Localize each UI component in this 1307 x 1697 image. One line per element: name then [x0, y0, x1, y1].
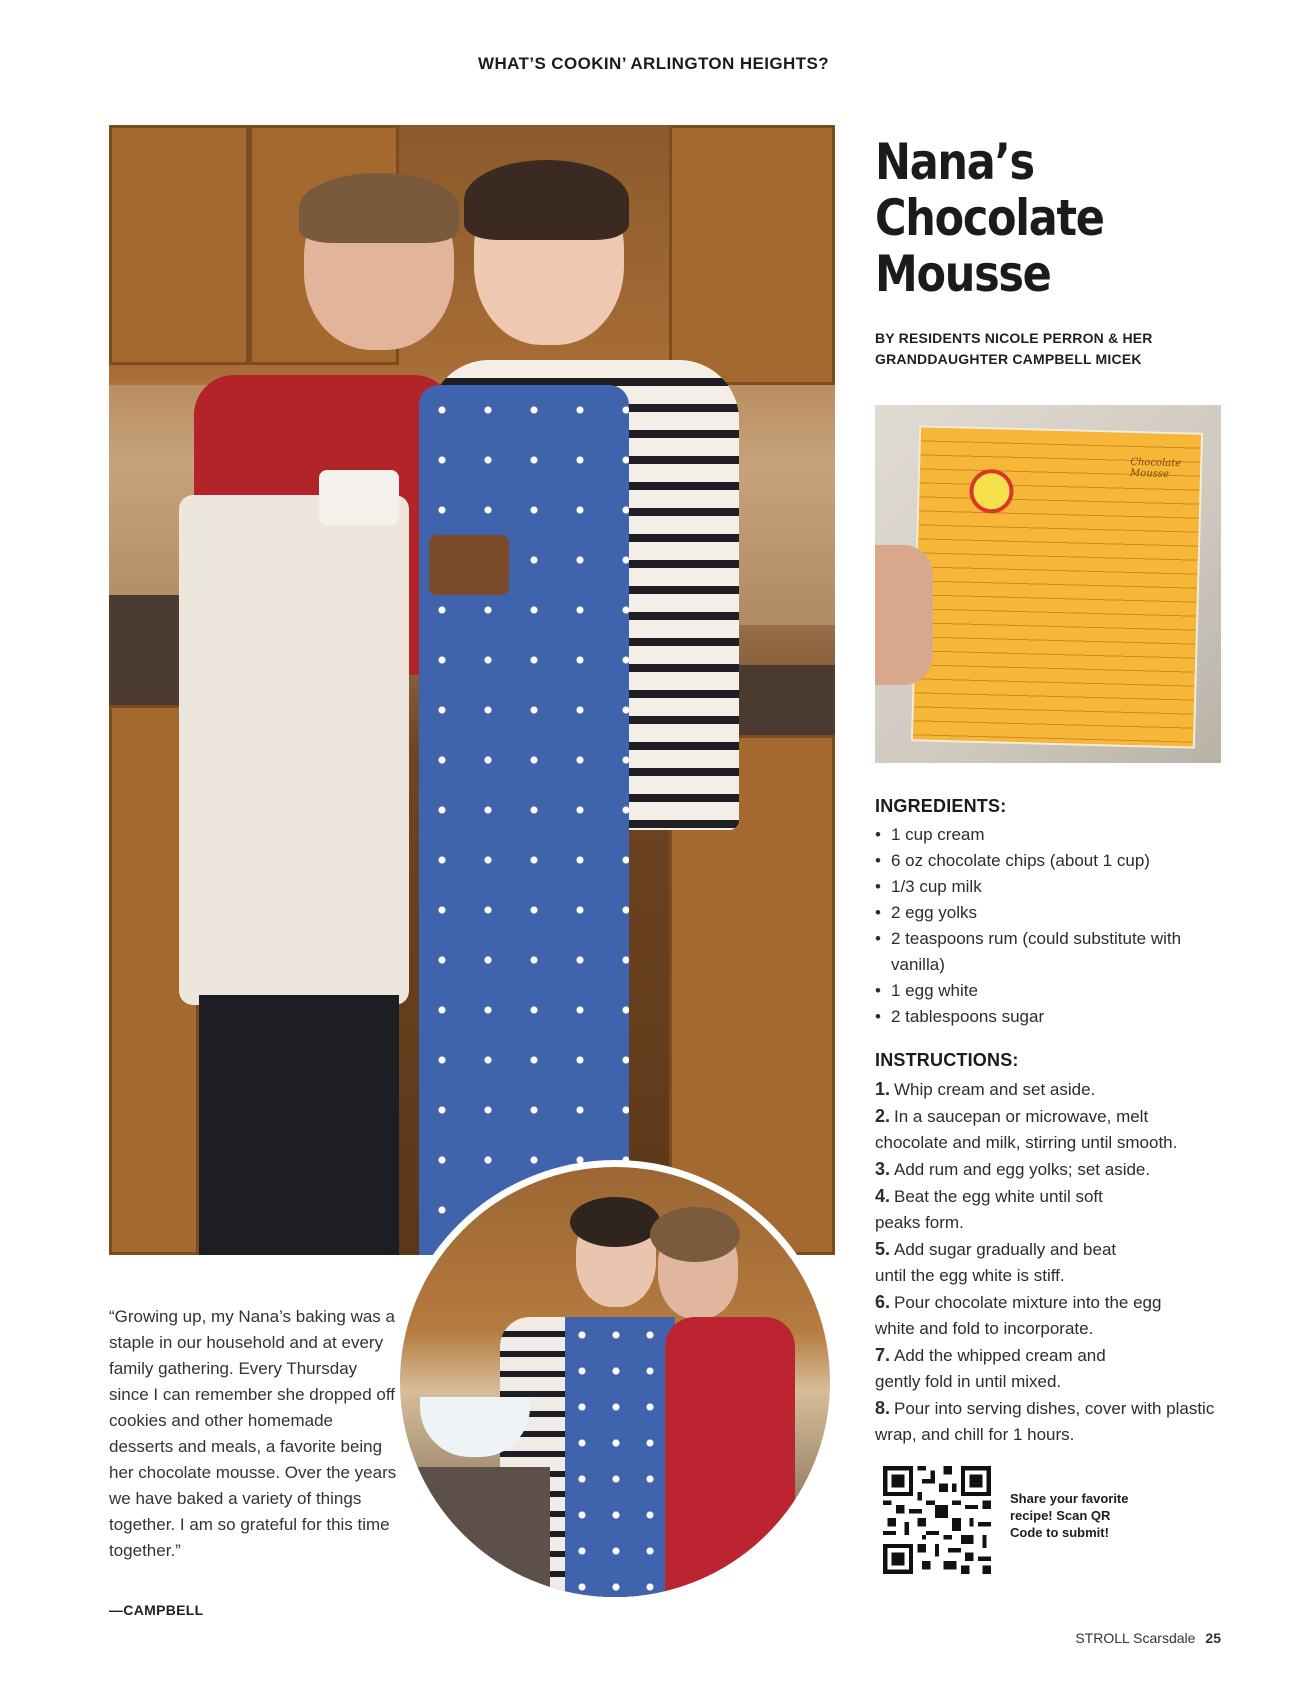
step-text: Whip cream and set aside. [894, 1080, 1096, 1099]
title-line: Mousse [875, 245, 1051, 303]
recipe-card-heading: Chocolate Mousse [1129, 456, 1182, 480]
list-item [875, 1289, 1165, 1342]
list-item: • 2 teaspoons rum (could substitute with vanilla) [875, 926, 1235, 978]
recipe-title [875, 134, 1219, 302]
list-item [875, 1342, 1135, 1395]
instructions-list [875, 1076, 1225, 1448]
main-photo [109, 125, 835, 1255]
step-text: Pour chocolate mixture into the egg white and fold to incorporate. [875, 1293, 1162, 1338]
byline-line: GRANDDAUGHTER CAMPBELL MICEK [875, 351, 1142, 367]
list-item: • 1/3 cup milk [875, 874, 1235, 900]
quote-attribution: —CAMPBELL [109, 1602, 204, 1618]
step-text: Beat the egg white until soft peaks form. [875, 1187, 1103, 1232]
pull-quote: “Growing up, my Nana’s baking was a staple in our household and at every family gathering. Every Thursday since I can remember she dropped off cookies and other homemade desserts and meals, a favorite being her chocolate mousse. Over the years we have baked a variety of things together. I am so grateful for this time together.” [109, 1307, 397, 1560]
step-number: 7. [875, 1345, 891, 1365]
step-number: 8. [875, 1398, 891, 1418]
recipe-card [911, 425, 1203, 748]
step-number: 5. [875, 1239, 891, 1259]
list-item: • 2 egg yolks [875, 900, 1235, 926]
byline-line: BY RESIDENTS NICOLE PERRON & HER [875, 330, 1153, 346]
list-item [875, 1156, 1225, 1183]
title-line: Chocolate [875, 189, 1104, 247]
instructions-heading: INSTRUCTIONS: [875, 1050, 1019, 1070]
step-text: In a saucepan or microwave, melt chocolate and milk, stirring until smooth. [875, 1107, 1178, 1152]
list-item [875, 1395, 1225, 1448]
title-line: Nana’s [875, 133, 1034, 191]
list-item: • 6 oz chocolate chips (about 1 cup) [875, 848, 1235, 874]
qr-caption: Share your favorite recipe! Scan QR Code to submit! [1010, 1491, 1129, 1540]
page-header: WHAT’S COOKIN’ ARLINGTON HEIGHTS? [478, 54, 829, 73]
step-text: Pour into serving dishes, cover with plastic wrap, and chill for 1 hours. [875, 1399, 1215, 1444]
page-footer [1075, 1630, 1221, 1646]
hen-icon [969, 469, 1014, 514]
step-number: 6. [875, 1292, 891, 1312]
step-text: Add the whipped cream and gently fold in until mixed. [875, 1346, 1106, 1391]
thumb [875, 545, 933, 685]
step-number: 4. [875, 1186, 891, 1206]
page-number: 25 [1205, 1630, 1221, 1646]
list-item: • 2 tablespoons sugar [875, 1004, 1235, 1030]
list-item [875, 1183, 1105, 1236]
step-number: 1. [875, 1079, 891, 1099]
list-item [875, 1103, 1225, 1156]
step-text: Add rum and egg yolks; set aside. [894, 1160, 1151, 1179]
step-text: Add sugar gradually and beat until the egg white is stiff. [875, 1240, 1117, 1285]
list-item [875, 1236, 1145, 1289]
circle-photo [393, 1160, 837, 1604]
publication-name: STROLL Scarsdale [1075, 1630, 1196, 1646]
list-item [875, 1076, 1225, 1103]
step-number: 2. [875, 1106, 891, 1126]
list-item: • 1 cup cream [875, 822, 1235, 848]
list-item: • 1 egg white [875, 978, 1235, 1004]
byline [875, 328, 1205, 370]
ingredients-list [875, 822, 1235, 1030]
qr-code[interactable] [883, 1466, 991, 1574]
recipe-card-photo [875, 405, 1221, 763]
step-number: 3. [875, 1159, 891, 1179]
ingredients-heading: INGREDIENTS: [875, 796, 1007, 816]
